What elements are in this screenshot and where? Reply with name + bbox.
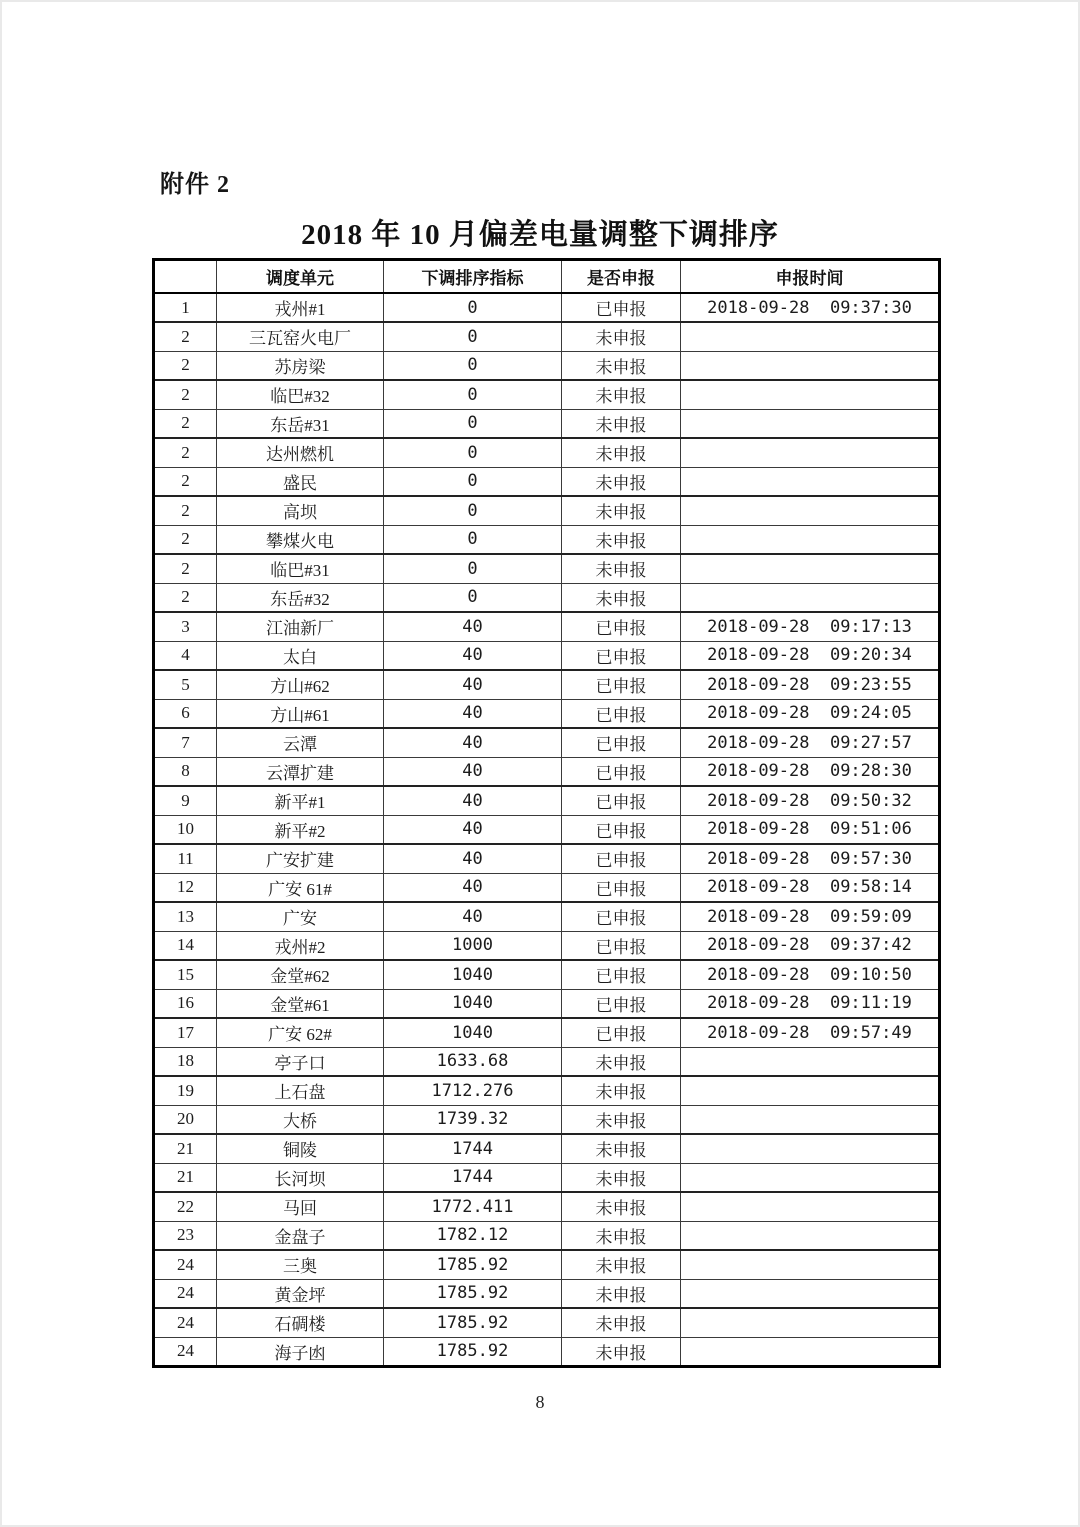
declaration-time-cell <box>681 322 940 351</box>
indicator-cell: 40 <box>384 641 562 670</box>
indicator-cell: 40 <box>384 815 562 844</box>
indicator-cell: 40 <box>384 786 562 815</box>
declared-cell: 已申报 <box>562 902 681 931</box>
table-row <box>154 931 940 960</box>
dispatch-unit-cell: 三瓦窑火电厂 <box>217 322 384 351</box>
page-number: 8 <box>535 1392 545 1412</box>
indicator-cell: 1782.12 <box>384 1221 562 1250</box>
dispatch-unit-cell: 云潭 <box>217 728 384 757</box>
dispatch-unit-cell: 云潭扩建 <box>217 757 384 786</box>
table-row <box>154 786 940 815</box>
rank-cell: 21 <box>154 1134 217 1163</box>
declared-cell: 已申报 <box>562 757 681 786</box>
table-row <box>154 902 940 931</box>
declaration-time-cell <box>681 1047 940 1076</box>
table-row <box>154 380 940 409</box>
declaration-time-cell <box>681 380 940 409</box>
rank-cell: 3 <box>154 612 217 641</box>
declaration-time-cell <box>681 1105 940 1134</box>
declared-cell: 未申报 <box>562 525 681 554</box>
rank-cell: 7 <box>154 728 217 757</box>
dispatch-unit-cell: 戎州#2 <box>217 931 384 960</box>
dispatch-unit-cell: 太白 <box>217 641 384 670</box>
rank-cell: 24 <box>154 1250 217 1279</box>
declaration-time-cell: 2018-09-28 09:24:05 <box>681 699 940 728</box>
indicator-cell: 40 <box>384 844 562 873</box>
dispatch-unit-cell: 盛民 <box>217 467 384 496</box>
table-row <box>154 641 940 670</box>
dispatch-unit-cell: 石碉楼 <box>217 1308 384 1337</box>
dispatch-unit-cell: 亭子口 <box>217 1047 384 1076</box>
declaration-time-cell: 2018-09-28 09:50:32 <box>681 786 940 815</box>
indicator-cell: 0 <box>384 409 562 438</box>
declaration-time-cell: 2018-09-28 09:57:30 <box>681 844 940 873</box>
dispatch-unit-cell: 新平#2 <box>217 815 384 844</box>
declared-cell: 未申报 <box>562 380 681 409</box>
declaration-time-cell: 2018-09-28 09:58:14 <box>681 873 940 902</box>
indicator-cell: 1772.411 <box>384 1192 562 1221</box>
dispatch-unit-cell: 长河坝 <box>217 1163 384 1192</box>
table-row <box>154 409 940 438</box>
table-row <box>154 525 940 554</box>
indicator-cell: 1785.92 <box>384 1279 562 1308</box>
header-declaration-time: 申报时间 <box>681 260 940 294</box>
table-row <box>154 322 940 351</box>
dispatch-unit-cell: 黄金坪 <box>217 1279 384 1308</box>
dispatch-unit-cell: 东岳#31 <box>217 409 384 438</box>
declared-cell: 已申报 <box>562 989 681 1018</box>
table-row <box>154 583 940 612</box>
rank-cell: 2 <box>154 583 217 612</box>
rank-cell: 20 <box>154 1105 217 1134</box>
declared-cell: 未申报 <box>562 1134 681 1163</box>
declaration-time-cell <box>681 1279 940 1308</box>
rank-cell: 23 <box>154 1221 217 1250</box>
table-body <box>154 293 940 1366</box>
dispatch-unit-cell: 金堂#62 <box>217 960 384 989</box>
header-declared: 是否申报 <box>562 260 681 294</box>
declaration-time-cell: 2018-09-28 09:27:57 <box>681 728 940 757</box>
declared-cell: 未申报 <box>562 409 681 438</box>
indicator-cell: 1712.276 <box>384 1076 562 1105</box>
declared-cell: 未申报 <box>562 554 681 583</box>
declaration-time-cell <box>681 438 940 467</box>
declared-cell: 未申报 <box>562 496 681 525</box>
declared-cell: 未申报 <box>562 583 681 612</box>
dispatch-unit-cell: 方山#61 <box>217 699 384 728</box>
dispatch-unit-cell: 临巴#31 <box>217 554 384 583</box>
dispatch-unit-cell: 高坝 <box>217 496 384 525</box>
declared-cell: 未申报 <box>562 1308 681 1337</box>
declared-cell: 未申报 <box>562 1337 681 1366</box>
rank-cell: 24 <box>154 1337 217 1366</box>
indicator-cell: 0 <box>384 380 562 409</box>
rank-cell: 4 <box>154 641 217 670</box>
declaration-time-cell <box>681 1192 940 1221</box>
rank-cell: 19 <box>154 1076 217 1105</box>
dispatch-unit-cell: 金堂#61 <box>217 989 384 1018</box>
dispatch-unit-cell: 广安扩建 <box>217 844 384 873</box>
rank-cell: 12 <box>154 873 217 902</box>
indicator-cell: 1040 <box>384 960 562 989</box>
declared-cell: 未申报 <box>562 1221 681 1250</box>
indicator-cell: 1785.92 <box>384 1337 562 1366</box>
indicator-cell: 1744 <box>384 1134 562 1163</box>
rank-cell: 16 <box>154 989 217 1018</box>
dispatch-unit-cell: 临巴#32 <box>217 380 384 409</box>
table-row <box>154 467 940 496</box>
dispatch-unit-cell: 马回 <box>217 1192 384 1221</box>
rank-cell: 14 <box>154 931 217 960</box>
indicator-cell: 40 <box>384 670 562 699</box>
indicator-cell: 1785.92 <box>384 1308 562 1337</box>
rank-cell: 8 <box>154 757 217 786</box>
indicator-cell: 0 <box>384 293 562 322</box>
declared-cell: 未申报 <box>562 1076 681 1105</box>
rank-cell: 2 <box>154 467 217 496</box>
declaration-time-cell <box>681 1337 940 1366</box>
declared-cell: 未申报 <box>562 1250 681 1279</box>
table-row <box>154 728 940 757</box>
rank-cell: 2 <box>154 322 217 351</box>
declaration-time-cell: 2018-09-28 09:17:13 <box>681 612 940 641</box>
table-row <box>154 612 940 641</box>
declared-cell: 已申报 <box>562 293 681 322</box>
table-row <box>154 1163 940 1192</box>
rank-cell: 18 <box>154 1047 217 1076</box>
declaration-time-cell <box>681 1134 940 1163</box>
declaration-time-cell: 2018-09-28 09:57:49 <box>681 1018 940 1047</box>
dispatch-unit-cell: 广安 62# <box>217 1018 384 1047</box>
declaration-time-cell <box>681 409 940 438</box>
rank-cell: 2 <box>154 438 217 467</box>
declared-cell: 已申报 <box>562 960 681 989</box>
indicator-cell: 0 <box>384 525 562 554</box>
rank-cell: 17 <box>154 1018 217 1047</box>
table-row <box>154 1279 940 1308</box>
rank-cell: 6 <box>154 699 217 728</box>
header-rank <box>154 260 217 294</box>
table-row <box>154 1337 940 1366</box>
table-row <box>154 1134 940 1163</box>
declared-cell: 已申报 <box>562 670 681 699</box>
dispatch-unit-cell: 方山#62 <box>217 670 384 699</box>
dispatch-unit-cell: 东岳#32 <box>217 583 384 612</box>
indicator-cell: 1785.92 <box>384 1250 562 1279</box>
declaration-time-cell <box>681 525 940 554</box>
table-row <box>154 1105 940 1134</box>
rank-cell: 2 <box>154 496 217 525</box>
dispatch-unit-cell: 大桥 <box>217 1105 384 1134</box>
dispatch-unit-cell: 金盘子 <box>217 1221 384 1250</box>
rank-cell: 24 <box>154 1279 217 1308</box>
dispatch-unit-cell: 广安 61# <box>217 873 384 902</box>
declared-cell: 已申报 <box>562 873 681 902</box>
declaration-time-cell <box>681 554 940 583</box>
declaration-time-cell <box>681 467 940 496</box>
declared-cell: 未申报 <box>562 438 681 467</box>
table-row <box>154 757 940 786</box>
dispatch-unit-cell: 海子凼 <box>217 1337 384 1366</box>
table-row <box>154 1047 940 1076</box>
table-row <box>154 815 940 844</box>
dispatch-unit-cell: 三奥 <box>217 1250 384 1279</box>
declared-cell: 未申报 <box>562 351 681 380</box>
indicator-cell: 0 <box>384 583 562 612</box>
rank-cell: 9 <box>154 786 217 815</box>
table-row <box>154 1250 940 1279</box>
attachment-label: 附件 2 <box>160 172 230 198</box>
declaration-time-cell: 2018-09-28 09:59:09 <box>681 902 940 931</box>
table-row <box>154 496 940 525</box>
rank-cell: 1 <box>154 293 217 322</box>
declaration-time-cell <box>681 1163 940 1192</box>
indicator-cell: 40 <box>384 873 562 902</box>
rank-cell: 15 <box>154 960 217 989</box>
dispatch-unit-cell: 铜陵 <box>217 1134 384 1163</box>
declared-cell: 已申报 <box>562 699 681 728</box>
declaration-time-cell <box>681 351 940 380</box>
declared-cell: 已申报 <box>562 815 681 844</box>
table-row <box>154 670 940 699</box>
table-row <box>154 293 940 322</box>
indicator-cell: 1000 <box>384 931 562 960</box>
declaration-time-cell <box>681 496 940 525</box>
indicator-cell: 40 <box>384 699 562 728</box>
table-row <box>154 1221 940 1250</box>
rank-cell: 13 <box>154 902 217 931</box>
declared-cell: 已申报 <box>562 786 681 815</box>
indicator-cell: 40 <box>384 728 562 757</box>
declared-cell: 未申报 <box>562 1192 681 1221</box>
indicator-cell: 1744 <box>384 1163 562 1192</box>
indicator-cell: 0 <box>384 351 562 380</box>
declared-cell: 未申报 <box>562 322 681 351</box>
dispatch-unit-cell: 苏房梁 <box>217 351 384 380</box>
declaration-time-cell <box>681 1250 940 1279</box>
declaration-time-cell: 2018-09-28 09:37:30 <box>681 293 940 322</box>
page-title: 2018 年 10 月偏差电量调整下调排序 <box>301 219 779 251</box>
rank-cell: 2 <box>154 525 217 554</box>
header-row <box>154 260 940 294</box>
declared-cell: 未申报 <box>562 1047 681 1076</box>
table-row <box>154 1076 940 1105</box>
dispatch-unit-cell: 广安 <box>217 902 384 931</box>
indicator-cell: 1633.68 <box>384 1047 562 1076</box>
indicator-cell: 0 <box>384 554 562 583</box>
rank-cell: 2 <box>154 554 217 583</box>
declaration-time-cell <box>681 1308 940 1337</box>
rank-cell: 24 <box>154 1308 217 1337</box>
declaration-time-cell: 2018-09-28 09:23:55 <box>681 670 940 699</box>
indicator-cell: 40 <box>384 612 562 641</box>
rank-cell: 11 <box>154 844 217 873</box>
indicator-cell: 40 <box>384 902 562 931</box>
rank-cell: 21 <box>154 1163 217 1192</box>
dispatch-unit-cell: 江油新厂 <box>217 612 384 641</box>
table-row <box>154 844 940 873</box>
table-row <box>154 351 940 380</box>
declared-cell: 已申报 <box>562 844 681 873</box>
table-row <box>154 1018 940 1047</box>
rank-cell: 10 <box>154 815 217 844</box>
rank-cell: 5 <box>154 670 217 699</box>
table-row <box>154 699 940 728</box>
declared-cell: 未申报 <box>562 1279 681 1308</box>
dispatch-unit-cell: 上石盘 <box>217 1076 384 1105</box>
table-row <box>154 989 940 1018</box>
dispatch-unit-cell: 攀煤火电 <box>217 525 384 554</box>
declared-cell: 已申报 <box>562 641 681 670</box>
indicator-cell: 1040 <box>384 1018 562 1047</box>
declared-cell: 已申报 <box>562 931 681 960</box>
ranking-table <box>152 258 941 1368</box>
dispatch-unit-cell: 新平#1 <box>217 786 384 815</box>
declared-cell: 未申报 <box>562 467 681 496</box>
header-downward-rank-indicator: 下调排序指标 <box>384 260 562 294</box>
indicator-cell: 0 <box>384 438 562 467</box>
declared-cell: 已申报 <box>562 612 681 641</box>
declaration-time-cell: 2018-09-28 09:10:50 <box>681 960 940 989</box>
indicator-cell: 0 <box>384 322 562 351</box>
rank-cell: 2 <box>154 380 217 409</box>
indicator-cell: 0 <box>384 467 562 496</box>
rank-cell: 22 <box>154 1192 217 1221</box>
table-header <box>154 260 940 294</box>
declaration-time-cell <box>681 1221 940 1250</box>
declared-cell: 已申报 <box>562 1018 681 1047</box>
declaration-time-cell: 2018-09-28 09:11:19 <box>681 989 940 1018</box>
declaration-time-cell <box>681 583 940 612</box>
declaration-time-cell: 2018-09-28 09:28:30 <box>681 757 940 786</box>
table-row <box>154 960 940 989</box>
header-dispatch-unit: 调度单元 <box>217 260 384 294</box>
table-row <box>154 1192 940 1221</box>
declaration-time-cell: 2018-09-28 09:51:06 <box>681 815 940 844</box>
dispatch-unit-cell: 戎州#1 <box>217 293 384 322</box>
declared-cell: 已申报 <box>562 728 681 757</box>
indicator-cell: 40 <box>384 757 562 786</box>
table-row <box>154 438 940 467</box>
declared-cell: 未申报 <box>562 1105 681 1134</box>
declaration-time-cell: 2018-09-28 09:20:34 <box>681 641 940 670</box>
declaration-time-cell <box>681 1076 940 1105</box>
table-row <box>154 873 940 902</box>
indicator-cell: 1739.32 <box>384 1105 562 1134</box>
rank-cell: 2 <box>154 351 217 380</box>
table-row <box>154 1308 940 1337</box>
declaration-time-cell: 2018-09-28 09:37:42 <box>681 931 940 960</box>
rank-cell: 2 <box>154 409 217 438</box>
indicator-cell: 1040 <box>384 989 562 1018</box>
indicator-cell: 0 <box>384 496 562 525</box>
table-row <box>154 554 940 583</box>
declared-cell: 未申报 <box>562 1163 681 1192</box>
dispatch-unit-cell: 达州燃机 <box>217 438 384 467</box>
